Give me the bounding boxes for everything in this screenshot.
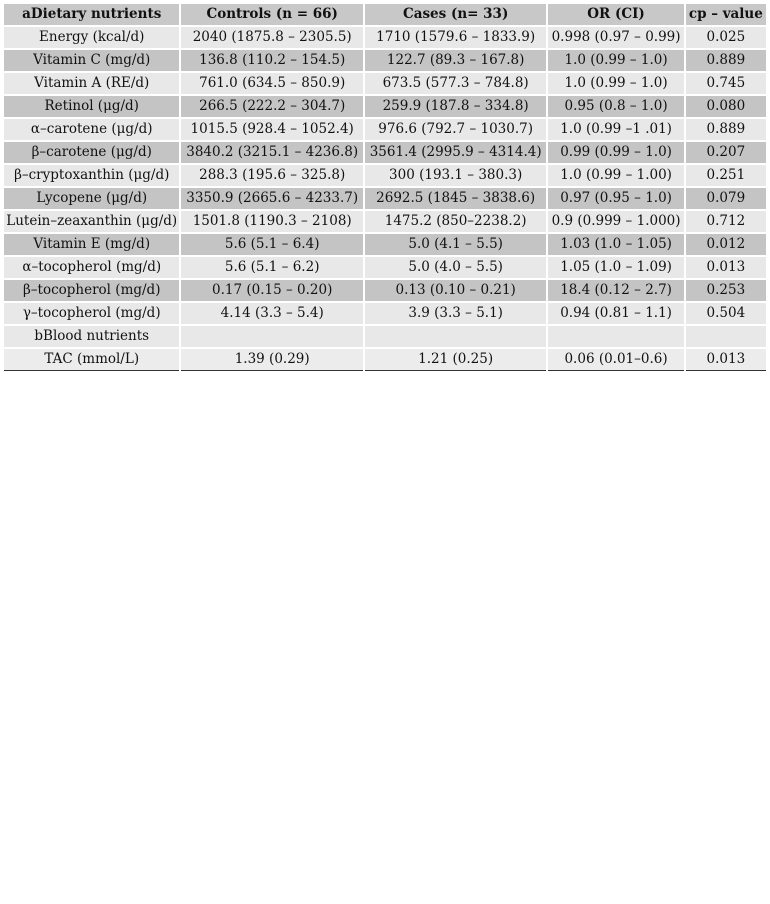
cell-controls: 3840.2 (3215.1 – 4236.8) <box>181 142 362 163</box>
cell-controls: 2040 (1875.8 – 2305.5) <box>181 27 362 48</box>
cell-or-ci: 0.9 (0.999 – 1.000) <box>548 211 683 232</box>
cell-nutrient: Vitamin A (RE/d) <box>4 73 179 94</box>
cell-or-ci: 1.05 (1.0 – 1.09) <box>548 257 683 278</box>
cell-or-ci: 1.0 (0.99 – 1.0) <box>548 73 683 94</box>
cell-controls: 5.6 (5.1 – 6.2) <box>181 257 362 278</box>
cell-cases: 1710 (1579.6 – 1833.9) <box>365 27 546 48</box>
table-row <box>4 165 766 186</box>
cell-controls: 4.14 (3.3 – 5.4) <box>181 303 362 324</box>
cell-p-value: 0.745 <box>686 73 766 94</box>
cell-p-value: 0.080 <box>686 96 766 117</box>
cell-or-ci <box>548 326 683 347</box>
cell-cases: 122.7 (89.3 – 167.8) <box>365 50 546 71</box>
cell-cases: 976.6 (792.7 – 1030.7) <box>365 119 546 140</box>
cell-controls: 3350.9 (2665.6 – 4233.7) <box>181 188 362 209</box>
cell-nutrient: Vitamin C (mg/d) <box>4 50 179 71</box>
cell-p-value: 0.013 <box>686 349 766 371</box>
cell-p-value: 0.012 <box>686 234 766 255</box>
table-row <box>4 280 766 301</box>
cell-p-value: 0.889 <box>686 119 766 140</box>
cell-cases: 1475.2 (850–2238.2) <box>365 211 546 232</box>
cell-nutrient: Energy (kcal/d) <box>4 27 179 48</box>
cell-controls: 288.3 (195.6 – 325.8) <box>181 165 362 186</box>
table-header-row <box>4 4 766 25</box>
cell-nutrient: Retinol (μg/d) <box>4 96 179 117</box>
cell-nutrient: Vitamin E (mg/d) <box>4 234 179 255</box>
cell-controls: 266.5 (222.2 – 304.7) <box>181 96 362 117</box>
cell-or-ci: 0.998 (0.97 – 0.99) <box>548 27 683 48</box>
cell-nutrient: α–tocopherol (mg/d) <box>4 257 179 278</box>
cell-controls: 1.39 (0.29) <box>181 349 362 371</box>
cell-p-value: 0.251 <box>686 165 766 186</box>
cell-p-value: 0.712 <box>686 211 766 232</box>
cell-nutrient: TAC (mmol/L) <box>4 349 179 371</box>
header-controls: Controls (n = 66) <box>181 4 362 25</box>
cell-p-value <box>686 326 766 347</box>
cell-cases <box>365 326 546 347</box>
cell-p-value: 0.025 <box>686 27 766 48</box>
cell-or-ci: 0.99 (0.99 – 1.0) <box>548 142 683 163</box>
cell-nutrient: Lycopene (μg/d) <box>4 188 179 209</box>
cell-p-value: 0.504 <box>686 303 766 324</box>
cell-or-ci: 1.0 (0.99 – 1.0) <box>548 50 683 71</box>
table-row <box>4 96 766 117</box>
table-row <box>4 257 766 278</box>
cell-nutrient: β–tocopherol (mg/d) <box>4 280 179 301</box>
cell-controls: 5.6 (5.1 – 6.4) <box>181 234 362 255</box>
table-row-section-blood <box>4 326 766 347</box>
cell-or-ci: 1.0 (0.99 –1 .01) <box>548 119 683 140</box>
cell-cases: 1.21 (0.25) <box>365 349 546 371</box>
cell-nutrient: β–cryptoxanthin (μg/d) <box>4 165 179 186</box>
cell-cases: 3.9 (3.3 – 5.1) <box>365 303 546 324</box>
cell-p-value: 0.079 <box>686 188 766 209</box>
cell-or-ci: 0.97 (0.95 – 1.0) <box>548 188 683 209</box>
cell-p-value: 0.889 <box>686 50 766 71</box>
cell-cases: 673.5 (577.3 – 784.8) <box>365 73 546 94</box>
cell-p-value: 0.253 <box>686 280 766 301</box>
cell-p-value: 0.013 <box>686 257 766 278</box>
table-row <box>4 303 766 324</box>
table-row <box>4 142 766 163</box>
cell-or-ci: 1.0 (0.99 – 1.00) <box>548 165 683 186</box>
table-row <box>4 234 766 255</box>
table-row <box>4 349 766 371</box>
cell-or-ci: 0.95 (0.8 – 1.0) <box>548 96 683 117</box>
header-cases: Cases (n= 33) <box>365 4 546 25</box>
nutrients-table <box>2 2 768 373</box>
table-row <box>4 73 766 94</box>
cell-nutrient: α–carotene (μg/d) <box>4 119 179 140</box>
table-row <box>4 211 766 232</box>
table-row <box>4 188 766 209</box>
cell-or-ci: 0.06 (0.01–0.6) <box>548 349 683 371</box>
cell-nutrient: γ–tocopherol (mg/d) <box>4 303 179 324</box>
cell-controls: 761.0 (634.5 – 850.9) <box>181 73 362 94</box>
cell-cases: 5.0 (4.0 – 5.5) <box>365 257 546 278</box>
cell-controls: 1501.8 (1190.3 – 2108) <box>181 211 362 232</box>
cell-cases: 259.9 (187.8 – 334.8) <box>365 96 546 117</box>
cell-or-ci: 1.03 (1.0 – 1.05) <box>548 234 683 255</box>
table-row <box>4 50 766 71</box>
table-row <box>4 119 766 140</box>
header-or-ci: OR (CI) <box>548 4 683 25</box>
table-row <box>4 27 766 48</box>
cell-controls: 1015.5 (928.4 – 1052.4) <box>181 119 362 140</box>
cell-nutrient: Lutein–zeaxanthin (μg/d) <box>4 211 179 232</box>
cell-cases: 300 (193.1 – 380.3) <box>365 165 546 186</box>
cell-cases: 5.0 (4.1 – 5.5) <box>365 234 546 255</box>
nutrients-table-container <box>4 4 766 373</box>
cell-or-ci: 0.94 (0.81 – 1.1) <box>548 303 683 324</box>
cell-section-label: bBlood nutrients <box>4 326 179 347</box>
cell-nutrient: β–carotene (μg/d) <box>4 142 179 163</box>
cell-controls: 136.8 (110.2 – 154.5) <box>181 50 362 71</box>
header-p-value: cp – value <box>686 4 766 25</box>
cell-cases: 3561.4 (2995.9 – 4314.4) <box>365 142 546 163</box>
cell-p-value: 0.207 <box>686 142 766 163</box>
cell-controls <box>181 326 362 347</box>
cell-controls: 0.17 (0.15 – 0.20) <box>181 280 362 301</box>
cell-cases: 2692.5 (1845 – 3838.6) <box>365 188 546 209</box>
header-dietary-nutrients: aDietary nutrients <box>4 4 179 25</box>
cell-cases: 0.13 (0.10 – 0.21) <box>365 280 546 301</box>
cell-or-ci: 18.4 (0.12 – 2.7) <box>548 280 683 301</box>
